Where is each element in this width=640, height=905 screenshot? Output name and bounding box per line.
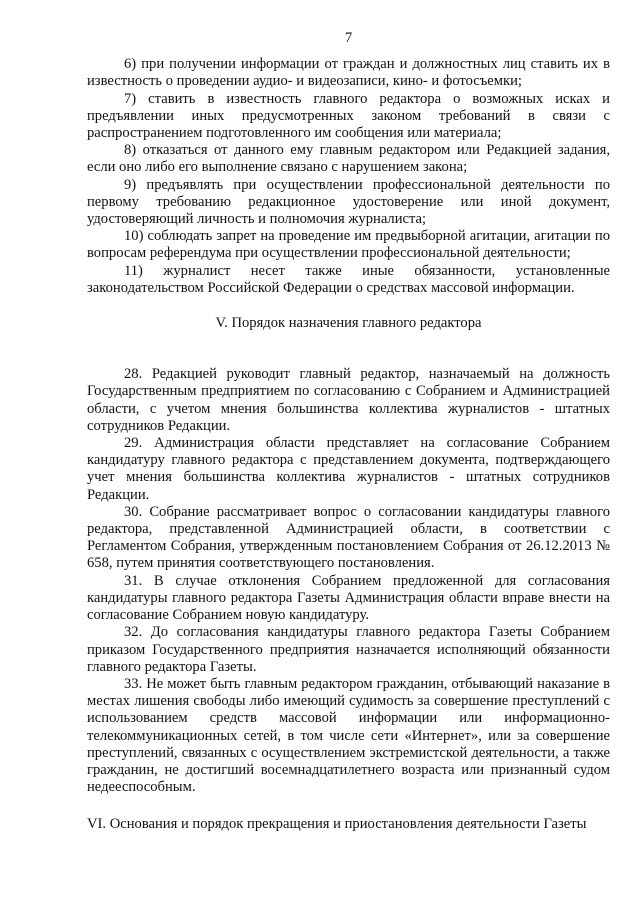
section-6-title: VI. Основания и порядок прекращения и приостановления деятельности Газеты [87,816,587,833]
duty-item-11: 11) журналист несет также иные обязанности, установленные законодательством Российской Федерации о средствах массовой информации. [87,262,610,296]
duty-item-9: 9) предъявлять при осуществлении профессиональной деятельности по первому требованию редакционное удостоверение или иной документ, удостоверяющий личность и полномочия журналиста; [87,176,610,228]
clause-28: 28. Редакцией руководит главный редактор, назначаемый на должность Государственным предприятием по согласованию с Собранием и Администрацией области, с учетом мнения большинства коллектива журналистов - штатных сотрудников Редакции. [87,366,610,434]
clause-33: 33. Не может быть главным редактором гражданин, отбывающий наказание в местах лишения свободы либо имеющий судимость за совершение преступлений с использованием средств массовой информации или информационно-телекоммуникационных сетей, в том числе сети «Интернет», или за совершение преступлений, связанных с осуществлением экстремистской деятельности, а также гражданин, не достигший восемнадцатилетнего возраста или признанный судом недееспособным. [87,675,610,796]
section-5-title: V. Порядок назначения главного редактора [215,315,482,332]
clause-29: 29. Администрация области представляет на согласование Собранием кандидатуру главного редактора с представлением документа, подтверждающего учет мнения большинства коллектива журналистов - штатных сотрудников Редакции. [87,435,610,503]
duty-item-6: 6) при получении информации от граждан и должностных лиц ставить их в известность о проведении аудио- и видеозаписи, кино- и фотосъемки; [87,56,610,90]
duty-item-7: 7) ставить в известность главного редактора о возможных исках и предъявлении иных предусмотренных законом требований в связи с распространением подготовленного им сообщения или материала; [87,90,610,142]
document-page [87,30,610,834]
page-number: 7 [344,30,353,46]
clause-32: 32. До согласования кандидатуры главного редактора Газеты Собранием приказом Государственного предприятия назначается исполняющий обязанности главного редактора Газеты. [87,624,610,675]
duty-item-10: 10) соблюдать запрет на проведение им предвыборной агитации, агитации по вопросам референдума при осуществлении профессиональной деятельности; [87,228,610,262]
clause-30: 30. Собрание рассматривает вопрос о согласовании кандидатуры главного редактора, представленной Администрацией области, в соответствии с Регламентом Собрания, утвержденным постановлением Собрания от 26.12.2013 № 658, путем принятия соответствующего постановления. [87,503,610,572]
duty-item-8: 8) отказаться от данного ему главным редактором или Редакцией задания, если оно либо его выполнение связано с нарушением закона; [87,142,610,176]
clause-31: 31. В случае отклонения Собранием предложенной для согласования кандидатуры главного редактора Газеты Администрация области вправе внести на согласование Собранием новую кандидатуру. [87,572,610,624]
